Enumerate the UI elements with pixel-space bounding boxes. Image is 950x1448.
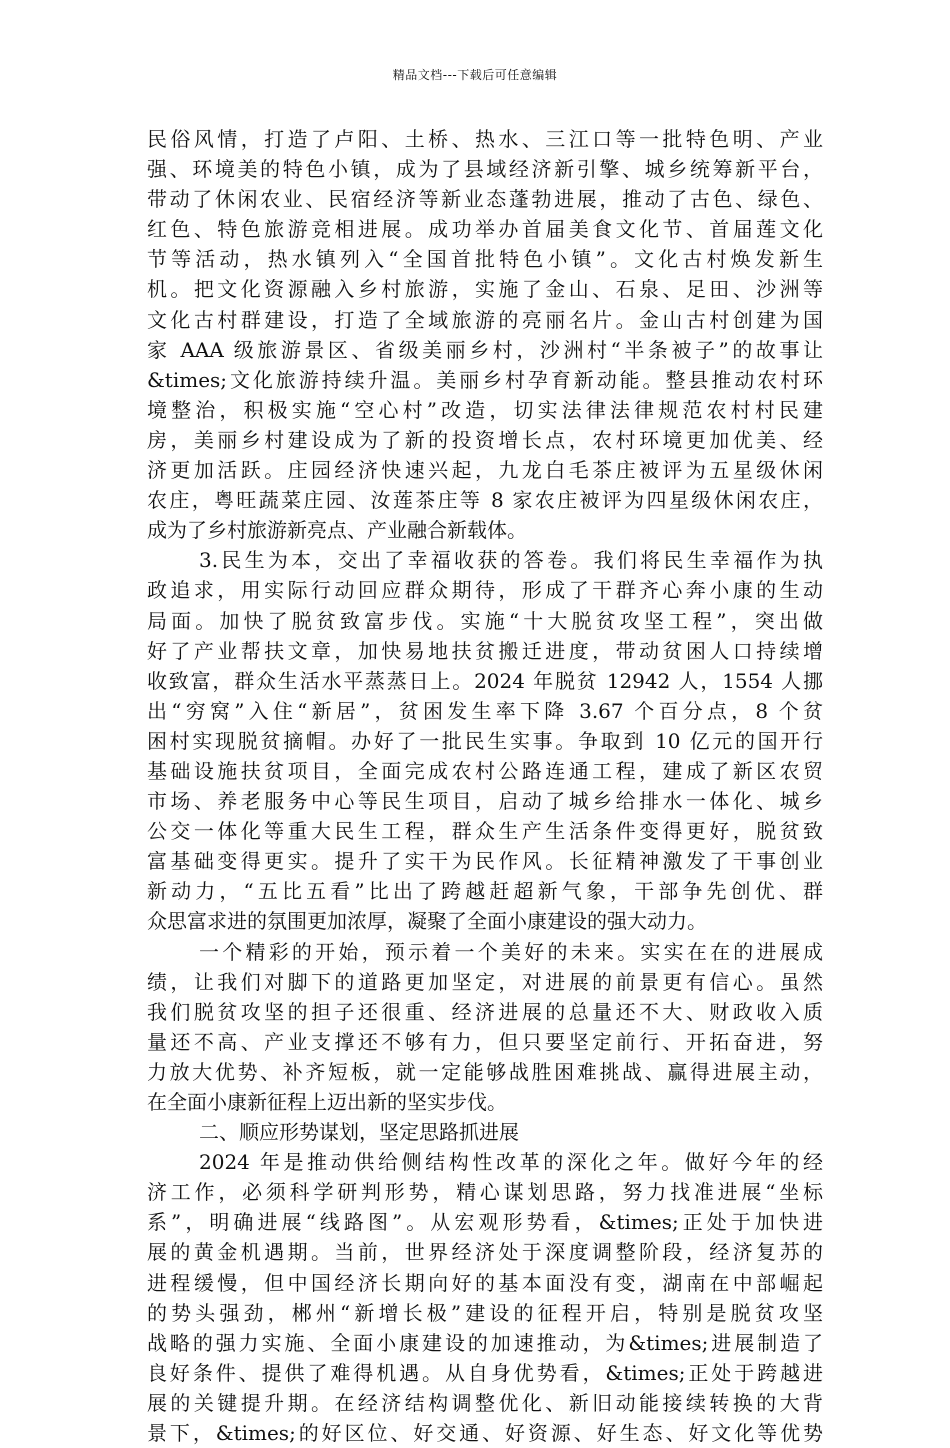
- text-line: 公交一体化等重大民生工程，群众生产生活条件变得更好，脱贫致: [147, 819, 823, 844]
- text-line: 家 AAA 级旅游景区、省级美丽乡村，沙洲村“半条被子”的故事让: [147, 337, 823, 362]
- text-line: 系”，明确进展“线路图”。从宏观形势看，&times;正处于加快进: [147, 1210, 823, 1235]
- text-line: 3.民生为本，交出了幸福收获的答卷。我们将民生幸福作为执: [199, 548, 823, 573]
- text-line: 境整治，积极实施“空心村”改造，切实法律法律规范农村村民建: [147, 397, 823, 422]
- text-line: 收致富，群众生活水平蒸蒸日上。2024 年脱贫 12942 人，1554 人挪: [147, 668, 823, 693]
- text-line: 量还不高、产业支撑还不够有力，但只要坚定前行、开拓奋进，努: [147, 1029, 823, 1054]
- text-line: 农庄，粤旺蔬菜庄园、汝莲茶庄等 8 家农庄被评为四星级休闲农庄，: [147, 488, 823, 513]
- text-line: 济更加活跃。庄园经济快速兴起，九龙白毛茶庄被评为五星级休闲: [147, 458, 823, 483]
- text-line: 战略的强力实施、全面小康建设的加速推动，为&times;进展制造了: [147, 1330, 823, 1355]
- text-line: 济工作，必须科学研判形势，精心谋划思路，努力找准进展“坐标: [147, 1180, 823, 1205]
- section-heading: 二、顺应形势谋划，坚定思路抓进展: [199, 1120, 519, 1145]
- text-line: 市场、养老服务中心等民生项目，启动了城乡给排水一体化、城乡: [147, 789, 823, 814]
- text-line: 红色、特色旅游竞相进展。成功举办首届美食文化节、首届莲文化: [147, 217, 823, 242]
- text-line: 展的关键提升期。在经济结构调整优化、新旧动能接续转换的大背: [147, 1390, 823, 1415]
- text-line: 节等活动，热水镇列入“全国首批特色小镇”。文化古村焕发新生: [147, 247, 823, 272]
- text-line: 文化古村群建设，打造了全域旅游的亮丽名片。金山古村创建为国: [147, 307, 823, 332]
- text-line: 房，美丽乡村建设成为了新的投资增长点，农村环境更加优美、经: [147, 427, 823, 452]
- text-line: 出“穷窝”入住“新居”，贫困发生率下降 3.67 个百分点，8 个贫: [147, 698, 823, 723]
- text-line: 富基础变得更实。提升了实干为民作风。长征精神激发了干事创业: [147, 849, 823, 874]
- text-line: 2024 年是推动供给侧结构性改革的深化之年。做好今年的经: [199, 1150, 823, 1175]
- text-line: 困村实现脱贫摘帽。办好了一批民生实事。争取到 10 亿元的国开行: [147, 728, 823, 753]
- text-line: 在全面小康新征程上迈出新的坚实步伐。: [147, 1090, 507, 1114]
- text-line: 政追求，用实际行动回应群众期待，形成了干群齐心奔小康的生动: [147, 578, 823, 603]
- text-line: 一个精彩的开始，预示着一个美好的未来。实实在在的进展成: [199, 939, 823, 964]
- text-line: 展的黄金机遇期。当前，世界经济处于深度调整阶段，经济复苏的: [147, 1240, 823, 1265]
- text-line: 新动力，“五比五看”比出了跨越赶超新气象，干部争先创优、群: [147, 879, 823, 904]
- text-line: 带动了休闲农业、民宿经济等新业态蓬勃进展，推动了古色、绿色、: [147, 187, 823, 212]
- text-line: 我们脱贫攻坚的担子还很重、经济进展的总量还不大、财政收入质: [147, 999, 823, 1024]
- body-text: [147, 124, 823, 1448]
- text-line: 好了产业帮扶文章，加快易地扶贫搬迁进度，带动贫困人口持续增: [147, 638, 823, 663]
- text-line: 基础设施扶贫项目，全面完成农村公路连通工程，建成了新区农贸: [147, 758, 823, 783]
- text-line: 众思富求进的氛围更加浓厚，凝聚了全面小康建设的强大动力。: [147, 909, 707, 934]
- text-line: 景下，&times;的好区位、好交通、好资源、好生态、好文化等优势: [147, 1421, 823, 1446]
- text-line: 强、环境美的特色小镇，成为了县域经济新引擎、城乡统筹新平台，: [147, 157, 823, 182]
- text-line: 良好条件、提供了难得机遇。从自身优势看，&times;正处于跨越进: [147, 1360, 823, 1385]
- text-line: 成为了乡村旅游新亮点、产业融合新载体。: [147, 518, 527, 543]
- text-line: &times;文化旅游持续升温。美丽乡村孕育新动能。整县推动农村环: [147, 367, 823, 392]
- text-line: 的势头强劲，郴州“新增长极”建设的征程开启，特别是脱贫攻坚: [147, 1300, 823, 1325]
- text-line: 绩，让我们对脚下的道路更加坚定，对进展的前景更有信心。虽然: [147, 969, 823, 994]
- page-header: 精品文档---下载后可任意编辑: [392, 68, 558, 82]
- text-line: 进程缓慢，但中国经济长期向好的基本面没有变，湖南在中部崛起: [147, 1270, 823, 1295]
- text-line: 民俗风情，打造了卢阳、土桥、热水、三江口等一批特色明、产业: [147, 127, 823, 151]
- text-line: 机。把文化资源融入乡村旅游，实施了金山、石泉、足田、沙洲等: [147, 277, 823, 302]
- text-line: 局面。加快了脱贫致富步伐。实施“十大脱贫攻坚工程”，突出做: [147, 608, 823, 633]
- text-line: 力放大优势、补齐短板，就一定能够战胜困难挑战、赢得进展主动，: [147, 1059, 823, 1084]
